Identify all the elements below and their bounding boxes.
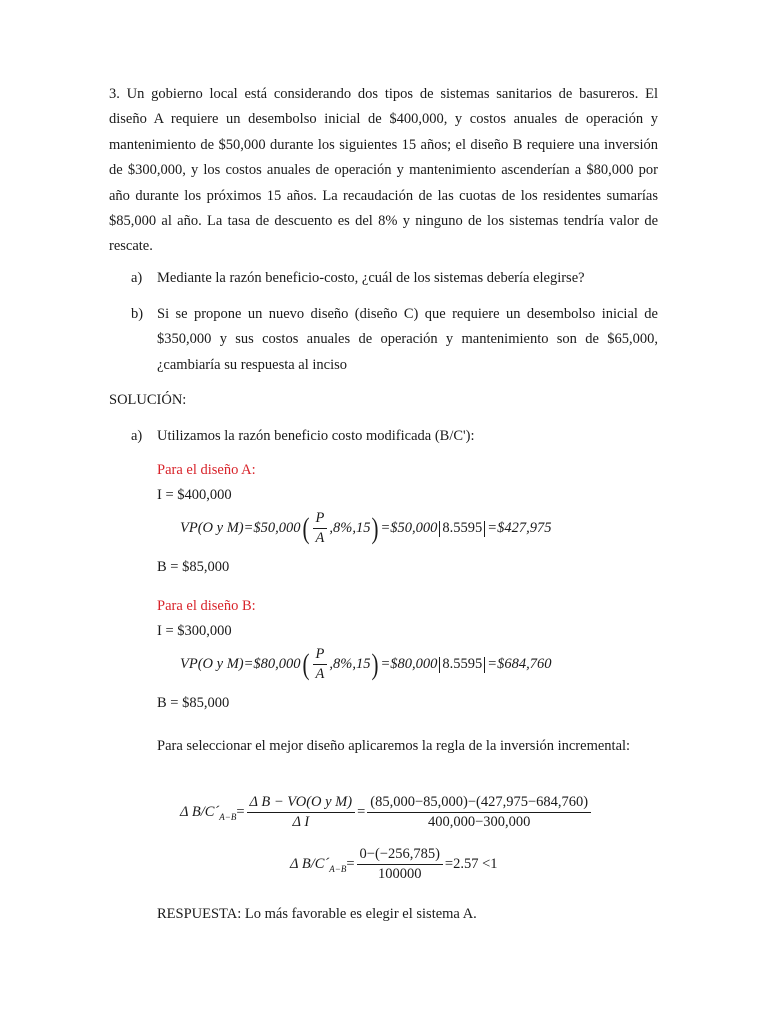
incremental-text: Para seleccionar el mejor diseño aplicaremos la regla de la inversión incremental: [157,738,631,754]
vp-result: =$427,975 [487,519,552,536]
ratio-result: =2.57 <1 [444,855,498,872]
problem-statement: 3. Un gobierno local está considerando dos tipos de sistemas sanitarios de basureros. El diseño A requiere un desembolso inicial de $400,000, y costos anuales de operación y mantenimiento de $50,000 durante los siguientes 15 años; el diseño B requiere una inversión de $300,000, y los costos anuales de operación y mantenimiento ascenderían a $80,000 por año durante los próximos 15 años. La recaudación de las cuotas de los residentes sumarías $85,000 al año. La tasa de descuento es del 8% y ninguno de los sistemas tendría valor de rescate. [109,86,658,255]
factor-value: 8.5595 [442,655,483,672]
design-a-investment: I = $400,000 [157,487,232,503]
incremental-equation-2: Δ $B/C´_{A-B}=$ $\frac{0-(-256,785)}{100000}$ =2.57 <1 [290,846,498,882]
fraction-values-numerator: (85,000−85,000)−(427,975−684,760) [367,794,591,813]
incremental-equation-1: Δ $B/C´_{A-B}=$ $\frac{\text{Δ B − VO(O y M)}}{\text{Δ I}}$ = $\frac{(85,000-85,000)-(427,975-684,760)}{400,000-300,000}$ [180,794,593,831]
fraction-definition [247,794,356,831]
design-b-benefit: B = $85,000 [157,695,230,711]
vp-coefficient: =$80,000 [243,655,301,672]
design-b-investment: I = $300,000 [157,623,232,639]
vp-coefficient: =$50,000 [243,519,301,536]
delta-bc-subscript: A−B [329,863,347,874]
solution-a-marker: a) [131,428,143,444]
factor-denominator: A [315,530,325,546]
vp-mid: =$50,000 [380,519,438,536]
fraction-values [367,794,591,831]
vp-result: =$684,760 [487,655,552,672]
fraction-result [357,846,443,883]
vp-mid: =$80,000 [380,655,438,672]
factor-value: 8.5595 [442,519,483,536]
fraction-values-denominator: 400,000−300,000 [427,814,531,830]
factor-numerator: P [313,646,328,665]
vp-label: VP(O y M) [180,655,244,672]
delta-bc-label: Δ B/C´ [290,855,330,872]
delta-bc-label: Δ B/C´ [180,803,220,820]
factor-numerator: P [313,510,328,529]
design-b-heading: Para el diseño B: [157,598,256,614]
fraction-result-denominator: 100000 [377,866,422,882]
delta-bc-subscript: A−B [219,811,237,822]
design-b-vp-equation [180,646,551,683]
fraction-result-numerator: 0−(−256,785) [357,846,443,865]
fraction-definition-denominator: Δ I [292,814,310,830]
right-paren: ) [371,511,379,545]
right-paren: ) [371,647,379,681]
question-b-text: Si se propone un nuevo diseño (diseño C) que requiere un desembolso inicial de $350,000 y sus costos anuales de operación y mantenimiento son de $65,000, ¿cambiaría su respuesta al inciso [157,306,658,373]
solution-a-intro: Utilizamos la razón beneficio costo modificada (B/C'): [157,428,475,444]
left-paren: ( [302,647,310,681]
question-b-marker: b) [131,306,144,322]
factor-fraction [313,510,328,547]
factor-args: ,8%,15 [329,519,371,536]
solution-heading: SOLUCIÓN: [109,392,187,408]
question-a-marker: a) [131,270,143,286]
factor-denominator: A [315,666,325,682]
vp-label: VP(O y M) [180,519,244,536]
design-a-vp-equation [180,510,551,547]
left-paren: ( [302,511,310,545]
question-a-text: Mediante la razón beneficio-costo, ¿cuál de los sistemas debería elegirse? [157,270,585,286]
answer-text: RESPUESTA: Lo más favorable es elegir el sistema A. [157,906,477,922]
design-a-benefit: B = $85,000 [157,559,230,575]
factor-fraction [313,646,328,683]
fraction-definition-numerator: Δ B − VO(O y M) [247,794,356,813]
design-a-heading: Para el diseño A: [157,462,256,478]
factor-args: ,8%,15 [329,655,371,672]
